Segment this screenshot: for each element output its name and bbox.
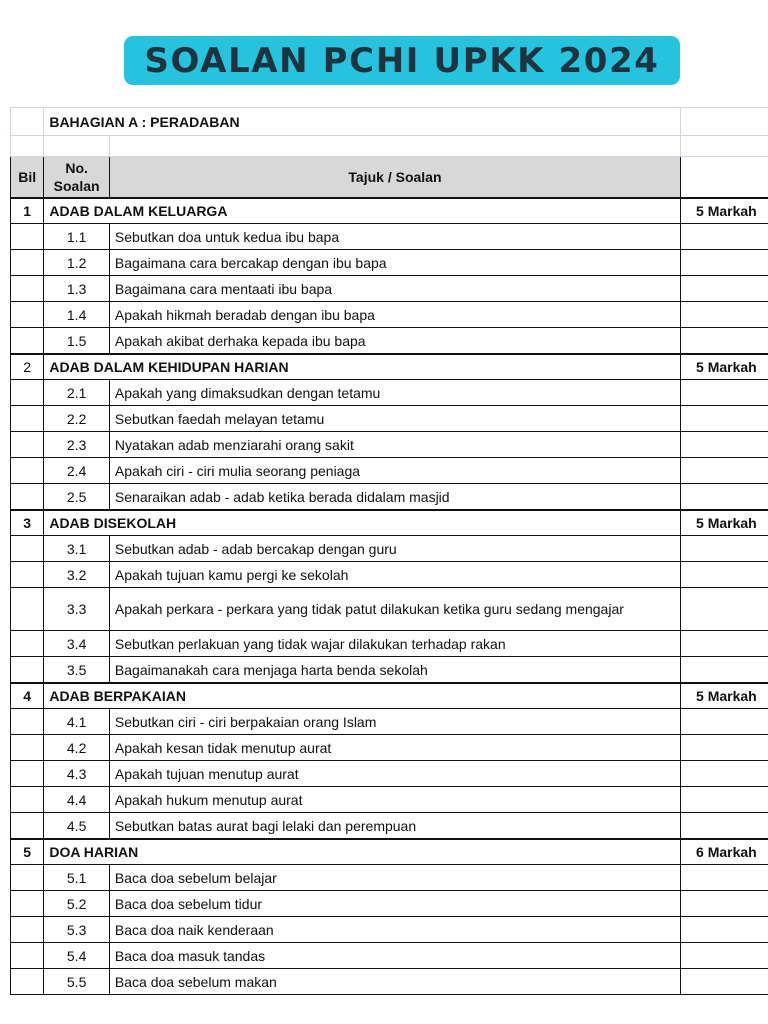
question-number: 2.2 [44,406,110,432]
page-title: SOALAN PCHI UPKK 2024 [144,40,660,81]
question-number: 5.2 [44,891,110,917]
section-title: ADAB DISEKOLAH [44,510,681,536]
question-text: Sebutkan perlakuan yang tidak wajar dilakukan terhadap rakan [109,631,680,657]
section-title: ADAB DALAM KELUARGA [44,198,681,224]
spacer-row [11,136,768,157]
question-row [11,484,768,511]
question-table-body [11,108,768,995]
question-row [11,891,768,917]
question-row [11,432,768,458]
question-number: 5.3 [44,917,110,943]
question-number: 1.2 [44,250,110,276]
header-row [11,157,768,199]
question-number: 4.3 [44,761,110,787]
section-title: ADAB BERPAKAIAN [44,683,681,709]
question-text: Baca doa sebelum belajar [109,865,680,891]
question-text: Baca doa masuk tandas [109,943,680,969]
question-row [11,657,768,684]
question-row [11,250,768,276]
question-number: 1.4 [44,302,110,328]
section-row [11,354,768,380]
question-number: 3.1 [44,536,110,562]
bahagian-row [11,108,768,136]
question-text: Senaraikan adab - adab ketika berada didalam masjid [109,484,680,511]
question-number: 2.4 [44,458,110,484]
question-text: Apakah akibat derhaka kepada ibu bapa [109,328,680,355]
question-row [11,224,768,250]
section-row [11,683,768,709]
section-marks: 6 Markah [681,839,768,865]
section-marks: 5 Markah [681,198,768,224]
question-number: 3.2 [44,562,110,588]
bahagian-label: BAHAGIAN A : PERADABAN [44,108,681,136]
question-row [11,562,768,588]
question-row [11,328,768,355]
question-row [11,761,768,787]
question-row [11,735,768,761]
section-marks: 5 Markah [681,683,768,709]
section-marks: 5 Markah [681,354,768,380]
section-number: 2 [11,354,44,380]
question-text: Apakah tujuan menutup aurat [109,761,680,787]
section-number: 3 [11,510,44,536]
question-number: 2.5 [44,484,110,511]
section-title: ADAB DALAM KEHIDUPAN HARIAN [44,354,681,380]
section-marks: 5 Markah [681,510,768,536]
question-row [11,787,768,813]
question-row [11,709,768,735]
title-banner [124,36,680,85]
question-text: Sebutkan faedah melayan tetamu [109,406,680,432]
question-number: 1.5 [44,328,110,355]
question-text: Apakah yang dimaksudkan dengan tetamu [109,380,680,406]
question-text: Sebutkan batas aurat bagi lelaki dan perempuan [109,813,680,840]
question-text: Sebutkan ciri - ciri berpakaian orang Islam [109,709,680,735]
question-number: 4.1 [44,709,110,735]
question-text: Apakah kesan tidak menutup aurat [109,735,680,761]
question-row [11,631,768,657]
header-no-soalan: No. Soalan [44,157,110,199]
question-row [11,458,768,484]
question-number: 5.1 [44,865,110,891]
section-number: 1 [11,198,44,224]
question-text: Apakah perkara - perkara yang tidak patut dilakukan ketika guru sedang mengajar [109,588,680,631]
question-number: 2.3 [44,432,110,458]
question-row [11,865,768,891]
header-bil: Bil [11,157,44,199]
question-row [11,536,768,562]
question-text: Baca doa sebelum tidur [109,891,680,917]
question-row [11,302,768,328]
question-number: 1.3 [44,276,110,302]
question-number: 3.3 [44,588,110,631]
question-table [10,107,768,995]
section-row [11,839,768,865]
question-number: 4.5 [44,813,110,840]
question-row [11,588,768,631]
question-number: 2.1 [44,380,110,406]
question-row [11,943,768,969]
question-text: Bagaimanakah cara menjaga harta benda sekolah [109,657,680,684]
question-row [11,406,768,432]
question-text: Apakah hukum menutup aurat [109,787,680,813]
question-text: Apakah ciri - ciri mulia seorang peniaga [109,458,680,484]
question-number: 3.5 [44,657,110,684]
question-number: 5.4 [44,943,110,969]
question-row [11,380,768,406]
section-title: DOA HARIAN [44,839,681,865]
question-text: Apakah hikmah beradab dengan ibu bapa [109,302,680,328]
question-text: Bagaimana cara mentaati ibu bapa [109,276,680,302]
question-text: Sebutkan doa untuk kedua ibu bapa [109,224,680,250]
question-number: 5.5 [44,969,110,995]
question-row [11,813,768,840]
section-number: 5 [11,839,44,865]
question-row [11,276,768,302]
header-tajuk: Tajuk / Soalan [109,157,680,199]
question-number: 3.4 [44,631,110,657]
question-text: Apakah tujuan kamu pergi ke sekolah [109,562,680,588]
section-number: 4 [11,683,44,709]
question-number: 4.2 [44,735,110,761]
question-text: Baca doa sebelum makan [109,969,680,995]
question-text: Bagaimana cara bercakap dengan ibu bapa [109,250,680,276]
section-row [11,510,768,536]
question-number: 1.1 [44,224,110,250]
question-row [11,969,768,995]
question-text: Baca doa naik kenderaan [109,917,680,943]
question-text: Sebutkan adab - adab bercakap dengan guru [109,536,680,562]
question-row [11,917,768,943]
section-row [11,198,768,224]
question-number: 4.4 [44,787,110,813]
question-text: Nyatakan adab menziarahi orang sakit [109,432,680,458]
